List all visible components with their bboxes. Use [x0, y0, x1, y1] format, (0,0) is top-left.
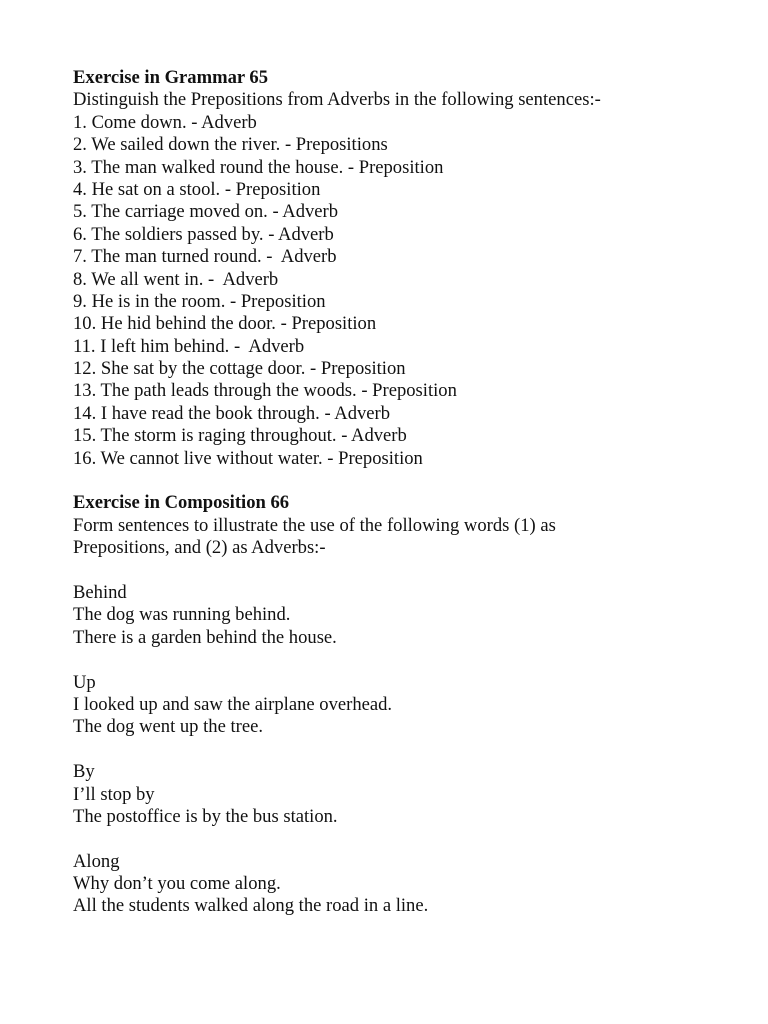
- word-label: Along: [73, 850, 120, 872]
- grammar-item: 15. The storm is raging throughout. - Adverb: [73, 425, 407, 447]
- grammar-item: 2. We sailed down the river. - Prepositions: [73, 134, 388, 156]
- grammar-instruction: Distinguish the Prepositions from Adverbs in the following sentences:-: [73, 89, 601, 111]
- composition-exercise-title: Exercise in Composition 66: [73, 492, 290, 514]
- word-group-along: [73, 851, 733, 918]
- grammar-exercise: [73, 67, 733, 470]
- word-label: Behind: [73, 581, 127, 603]
- word-group-by: [73, 761, 733, 828]
- grammar-item: 16. We cannot live without water. - Preposition: [73, 447, 423, 469]
- composition-instruction: Prepositions, and (2) as Adverbs:-: [73, 537, 326, 559]
- example-sentence: All the students walked along the road in a line.: [73, 895, 429, 917]
- grammar-item: 14. I have read the book through. - Adverb: [73, 402, 391, 424]
- grammar-item: 5. The carriage moved on. - Adverb: [73, 201, 339, 223]
- composition-instruction: Form sentences to illustrate the use of the following words (1) as: [73, 514, 556, 536]
- example-sentence: The dog was running behind.: [73, 604, 291, 626]
- example-sentence: The dog went up the tree.: [73, 716, 264, 738]
- grammar-item: 1. Come down. - Adverb: [73, 111, 257, 133]
- grammar-item: 3. The man walked round the house. - Preposition: [73, 156, 444, 178]
- word-label: By: [73, 761, 95, 783]
- grammar-exercise-title: Exercise in Grammar 65: [73, 67, 269, 88]
- word-group-up: [73, 672, 733, 739]
- example-sentence: There is a garden behind the house.: [73, 626, 337, 648]
- grammar-item: 10. He hid behind the door. - Preposition: [73, 313, 377, 335]
- example-sentence: I’ll stop by: [73, 783, 155, 805]
- spacer: [73, 560, 733, 582]
- grammar-item: 13. The path leads through the woods. - Preposition: [73, 380, 457, 402]
- grammar-item: 6. The soldiers passed by. - Adverb: [73, 223, 334, 245]
- word-group-behind: [73, 582, 733, 649]
- grammar-item: 12. She sat by the cottage door. - Preposition: [73, 358, 406, 380]
- spacer: [73, 649, 733, 671]
- grammar-item: 9. He is in the room. - Preposition: [73, 290, 326, 312]
- grammar-item: 7. The man turned round. - Adverb: [73, 246, 337, 268]
- grammar-item: 11. I left him behind. - Adverb: [73, 335, 305, 357]
- grammar-item: 4. He sat on a stool. - Preposition: [73, 178, 321, 200]
- example-sentence: Why don’t you come along.: [73, 873, 281, 895]
- spacer: [73, 739, 733, 761]
- document-page: [73, 67, 733, 918]
- grammar-item: 8. We all went in. - Adverb: [73, 268, 279, 290]
- composition-exercise: [73, 492, 733, 917]
- spacer: [73, 828, 733, 850]
- word-label: Up: [73, 671, 96, 693]
- example-sentence: The postoffice is by the bus station.: [73, 805, 338, 827]
- spacer: [73, 470, 733, 492]
- example-sentence: I looked up and saw the airplane overhead.: [73, 693, 393, 715]
